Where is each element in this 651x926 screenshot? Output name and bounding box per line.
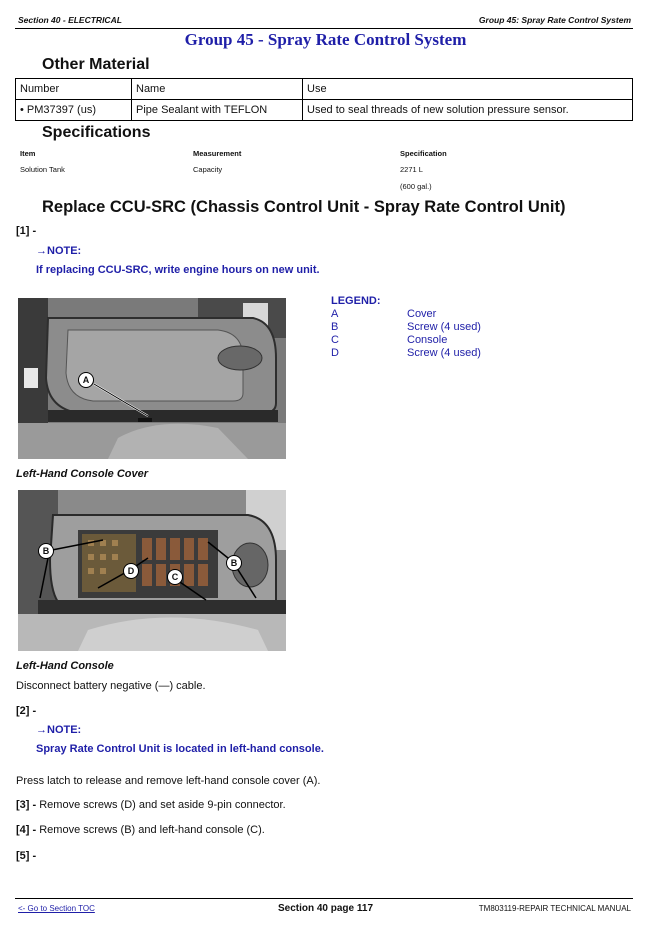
specifications-heading: Specifications — [42, 124, 151, 141]
step-3-text: Remove screws (D) and set aside 9-pin connector. — [39, 799, 286, 811]
spec-col-item: Item — [20, 149, 36, 158]
step-5-number: [5] - — [16, 850, 37, 862]
spec-col-measurement: Measurement — [193, 149, 242, 158]
figure-caption-2: Left-Hand Console — [16, 660, 114, 672]
step-4-number: [4] - — [16, 824, 37, 836]
spec-value: 2271 L — [400, 165, 423, 174]
header-divider — [15, 28, 633, 29]
legend-label: Screw (4 used) — [407, 347, 481, 359]
legend-label: Screw (4 used) — [407, 321, 481, 333]
column-header: Name — [132, 79, 303, 100]
table-row — [16, 100, 633, 121]
callout-d: D — [123, 563, 139, 579]
procedure-title: Replace CCU-SRC (Chassis Control Unit - Spray Rate Control Unit) — [42, 198, 566, 216]
footer-divider — [15, 898, 633, 899]
console-cover-photo — [18, 298, 286, 459]
note-1-text: If replacing CCU-SRC, write engine hours on new unit. — [36, 264, 320, 276]
console-photo — [18, 490, 286, 651]
note-2-label: →NOTE: — [36, 724, 82, 736]
legend-key: D — [331, 347, 339, 359]
legend-label: Console — [407, 334, 448, 346]
legend-title: LEGEND: — [331, 295, 381, 307]
legend-key: A — [331, 308, 339, 320]
step-2-number: [2] - — [16, 705, 37, 717]
note-1-label: →NOTE: — [36, 245, 82, 257]
group-header: Group 45: Spray Rate Control System — [478, 15, 631, 25]
other-material-table — [15, 78, 633, 121]
callout-a: A — [78, 372, 94, 388]
callout-b-left: B — [38, 543, 54, 559]
material-name: Pipe Sealant with TEFLON — [132, 100, 303, 121]
spec-value-alt: (600 gal.) — [400, 182, 432, 191]
spec-col-specification: Specification — [400, 149, 447, 158]
callout-c: C — [167, 569, 183, 585]
figure-caption-1: Left-Hand Console Cover — [16, 468, 149, 480]
press-latch-instruction: Press latch to release and remove left-hand console cover (A). — [16, 775, 321, 787]
legend-key: B — [331, 321, 339, 333]
legend-key: C — [331, 334, 339, 346]
manual-id: TM803119-REPAIR TECHNICAL MANUAL — [478, 904, 631, 913]
note-2-text: Spray Rate Control Unit is located in left-hand console. — [36, 743, 324, 755]
step-3-number: [3] - — [16, 799, 37, 811]
column-header: Use — [303, 79, 633, 100]
table-header-row — [16, 79, 633, 100]
section-header: Section 40 - ELECTRICAL — [18, 15, 122, 25]
other-material-heading: Other Material — [42, 56, 150, 73]
section-toc-link[interactable]: <- Go to Section TOC — [18, 904, 95, 913]
spec-measurement: Capacity — [193, 165, 223, 174]
page-number: Section 40 page 117 — [277, 903, 374, 914]
step-3 — [16, 799, 286, 811]
step-4 — [16, 824, 265, 836]
spec-item: Solution Tank — [20, 165, 65, 174]
disconnect-instruction: Disconnect battery negative (—) cable. — [16, 680, 206, 692]
column-header: Number — [16, 79, 132, 100]
material-number: • PM37397 (us) — [16, 100, 132, 121]
callout-b-right: B — [226, 555, 242, 571]
step-4-text: Remove screws (B) and left-hand console (C). — [39, 824, 265, 836]
material-use: Used to seal threads of new solution pressure sensor. — [303, 100, 633, 121]
page-title: Group 45 - Spray Rate Control System — [184, 30, 467, 49]
legend-label: Cover — [407, 308, 437, 320]
step-1-number: [1] - — [16, 225, 37, 237]
